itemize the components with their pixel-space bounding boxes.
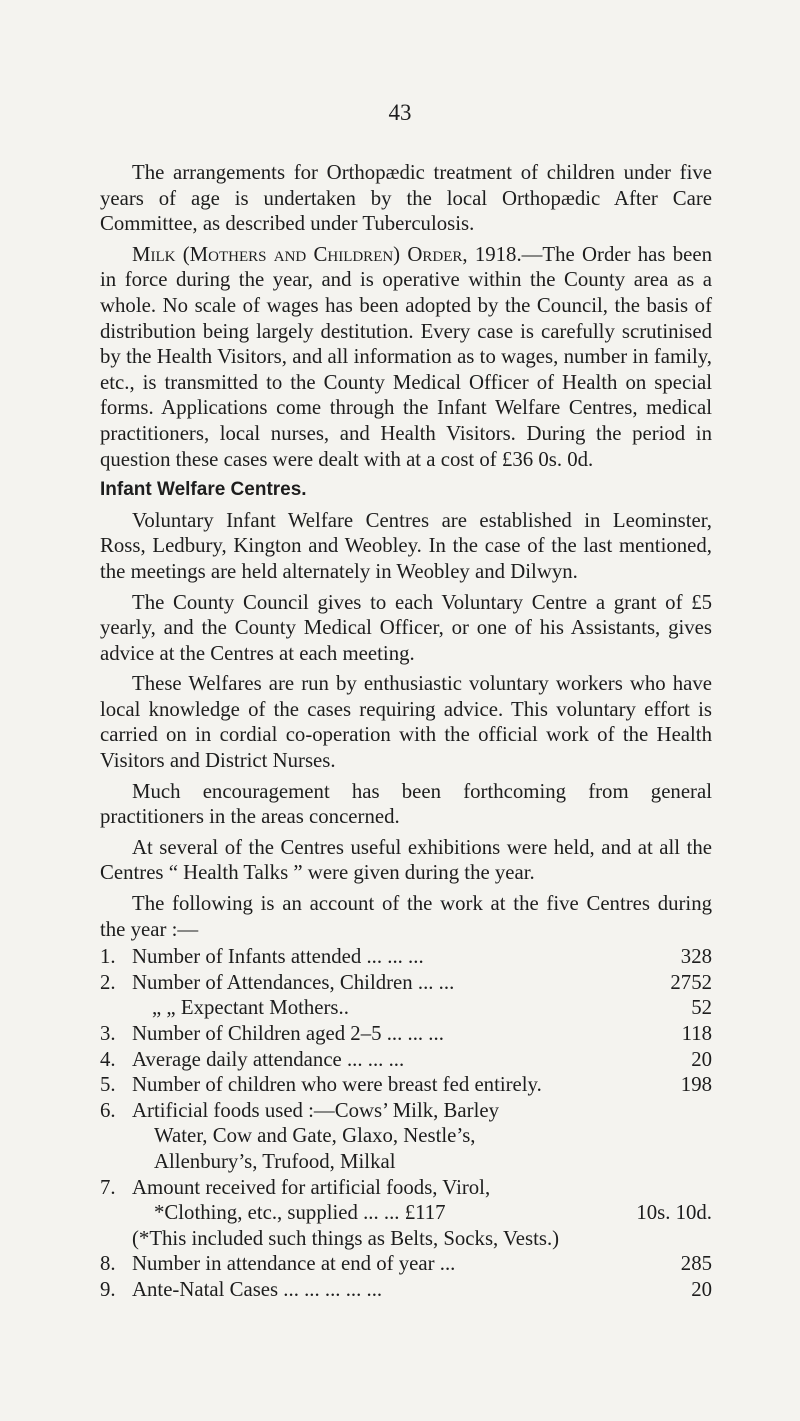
paragraph-centres: Voluntary Infant Welfare Centres are established in Leominster, Ross, Ledbury, Kington and Weobley. In the case of the last mentioned, the meetings are held alternately in Weobley and Dilwyn. — [100, 508, 712, 583]
milk-order-title: Milk (Mothers and Children) Order, 1918 — [132, 242, 517, 266]
paragraph-orthopaedic: The arrangements for Orthopædic treatment of children under five years of age is undertaken by the local Orthopædic After Care Committee, as described under Tuberculosis. — [100, 161, 712, 236]
paragraph-exhibitions: At several of the Centres useful exhibitions were held, and at all the Centres “ Health Talks ” were given during the year. — [100, 835, 712, 885]
paragraph-milk-order — [100, 242, 712, 472]
list-item: 2. Number of Attendances, Children ... ... 2752 — [100, 970, 712, 994]
heading-infant-welfare: Infant Welfare Centres. — [100, 479, 307, 501]
list-item: 3. Number of Children aged 2–5 ... ... ... 118 — [100, 1022, 712, 1045]
list-item: 8. Number in attendance at end of year ... 285 — [100, 1252, 712, 1276]
list-item: 4. Average daily attendance ... ... ... 20 — [100, 1047, 712, 1071]
footnote: (*This included such things as Belts, Socks, Vests.) — [132, 1226, 560, 1250]
paragraph-account: The following is an account of the work at the five Centres during the year :— — [100, 892, 712, 941]
list-item: 9. Ante-Natal Cases ... ... ... ... ... 20 — [100, 1277, 712, 1301]
list-item: 6. Artificial foods used :—Cows’ Milk, Barley — [100, 1098, 499, 1122]
paragraph-welfares: These Welfares are run by enthusiastic voluntary workers who have local knowledge of the cases requiring advice. This voluntary effort is carried on in cordial co-operation with the official work of the Health Visitors and District Nurses. — [100, 672, 712, 773]
list-item: „ „ Expectant Mothers.. 52 — [152, 996, 712, 1020]
page-number: 43 — [388, 100, 412, 125]
list-item: 7. Amount received for artificial foods, Virol, — [100, 1175, 491, 1199]
list-item: 5. Number of children who were breast fed entirely. 198 — [100, 1073, 712, 1097]
paragraph-grant: The County Council gives to each Voluntary Centre a grant of £5 yearly, and the County Medical Officer, or one of his Assistants, gives advice at the Centres at each meeting. — [100, 590, 712, 665]
list-item: 1. Number of Infants attended ... ... ... 328 — [100, 945, 712, 969]
centres-work-list: 1. Number of Infants attended ... ... ... 328 2. Number of Attendances, Children ... ... 2752 „ „ Expectant Mothers.. 52 3. Number of Children aged 2–5 ... ... ... 118 4. Average daily attendance ... ... ... 20 5. Number of children who were breast fed entirely. 198 6. Artificial foods used :—Cows’ Milk, Barley Water, Cow and Gate, Glaxo, Nestle’s, Allenbury’s, Trufood, Milkal 7. Amount received for artificial foods, Virol, *Clothing, etc., supplied ... ... £117 10s. 10d. (*This included such things as Belts, Socks, Vests.) 8. Number in attendance at end of year ... 285 9. Ante-Natal Cases ... ... ... ... ... 20 — [100, 945, 712, 1301]
document-body — [100, 160, 712, 1303]
milk-order-body: .—The Order has been in force during the year, and is operative within the County area as a whole. No scale of wages has been adopted by the Council, the basis of distribution being largely destitution. Every case is carefully scrutinised by the Health Visitors, and all information as to wages, number in family, etc., is transmitted to the County Medical Officer of Health on special forms. Applications come through the Infant Welfare Centres, medical practitioners, local nurses, and Health Visitors. During the period in question these cases were dealt with at a cost of £36 0s. 0d. — [100, 242, 713, 471]
paragraph-encouragement: Much encouragement has been forthcoming from general practitioners in the areas concerned. — [100, 779, 712, 829]
